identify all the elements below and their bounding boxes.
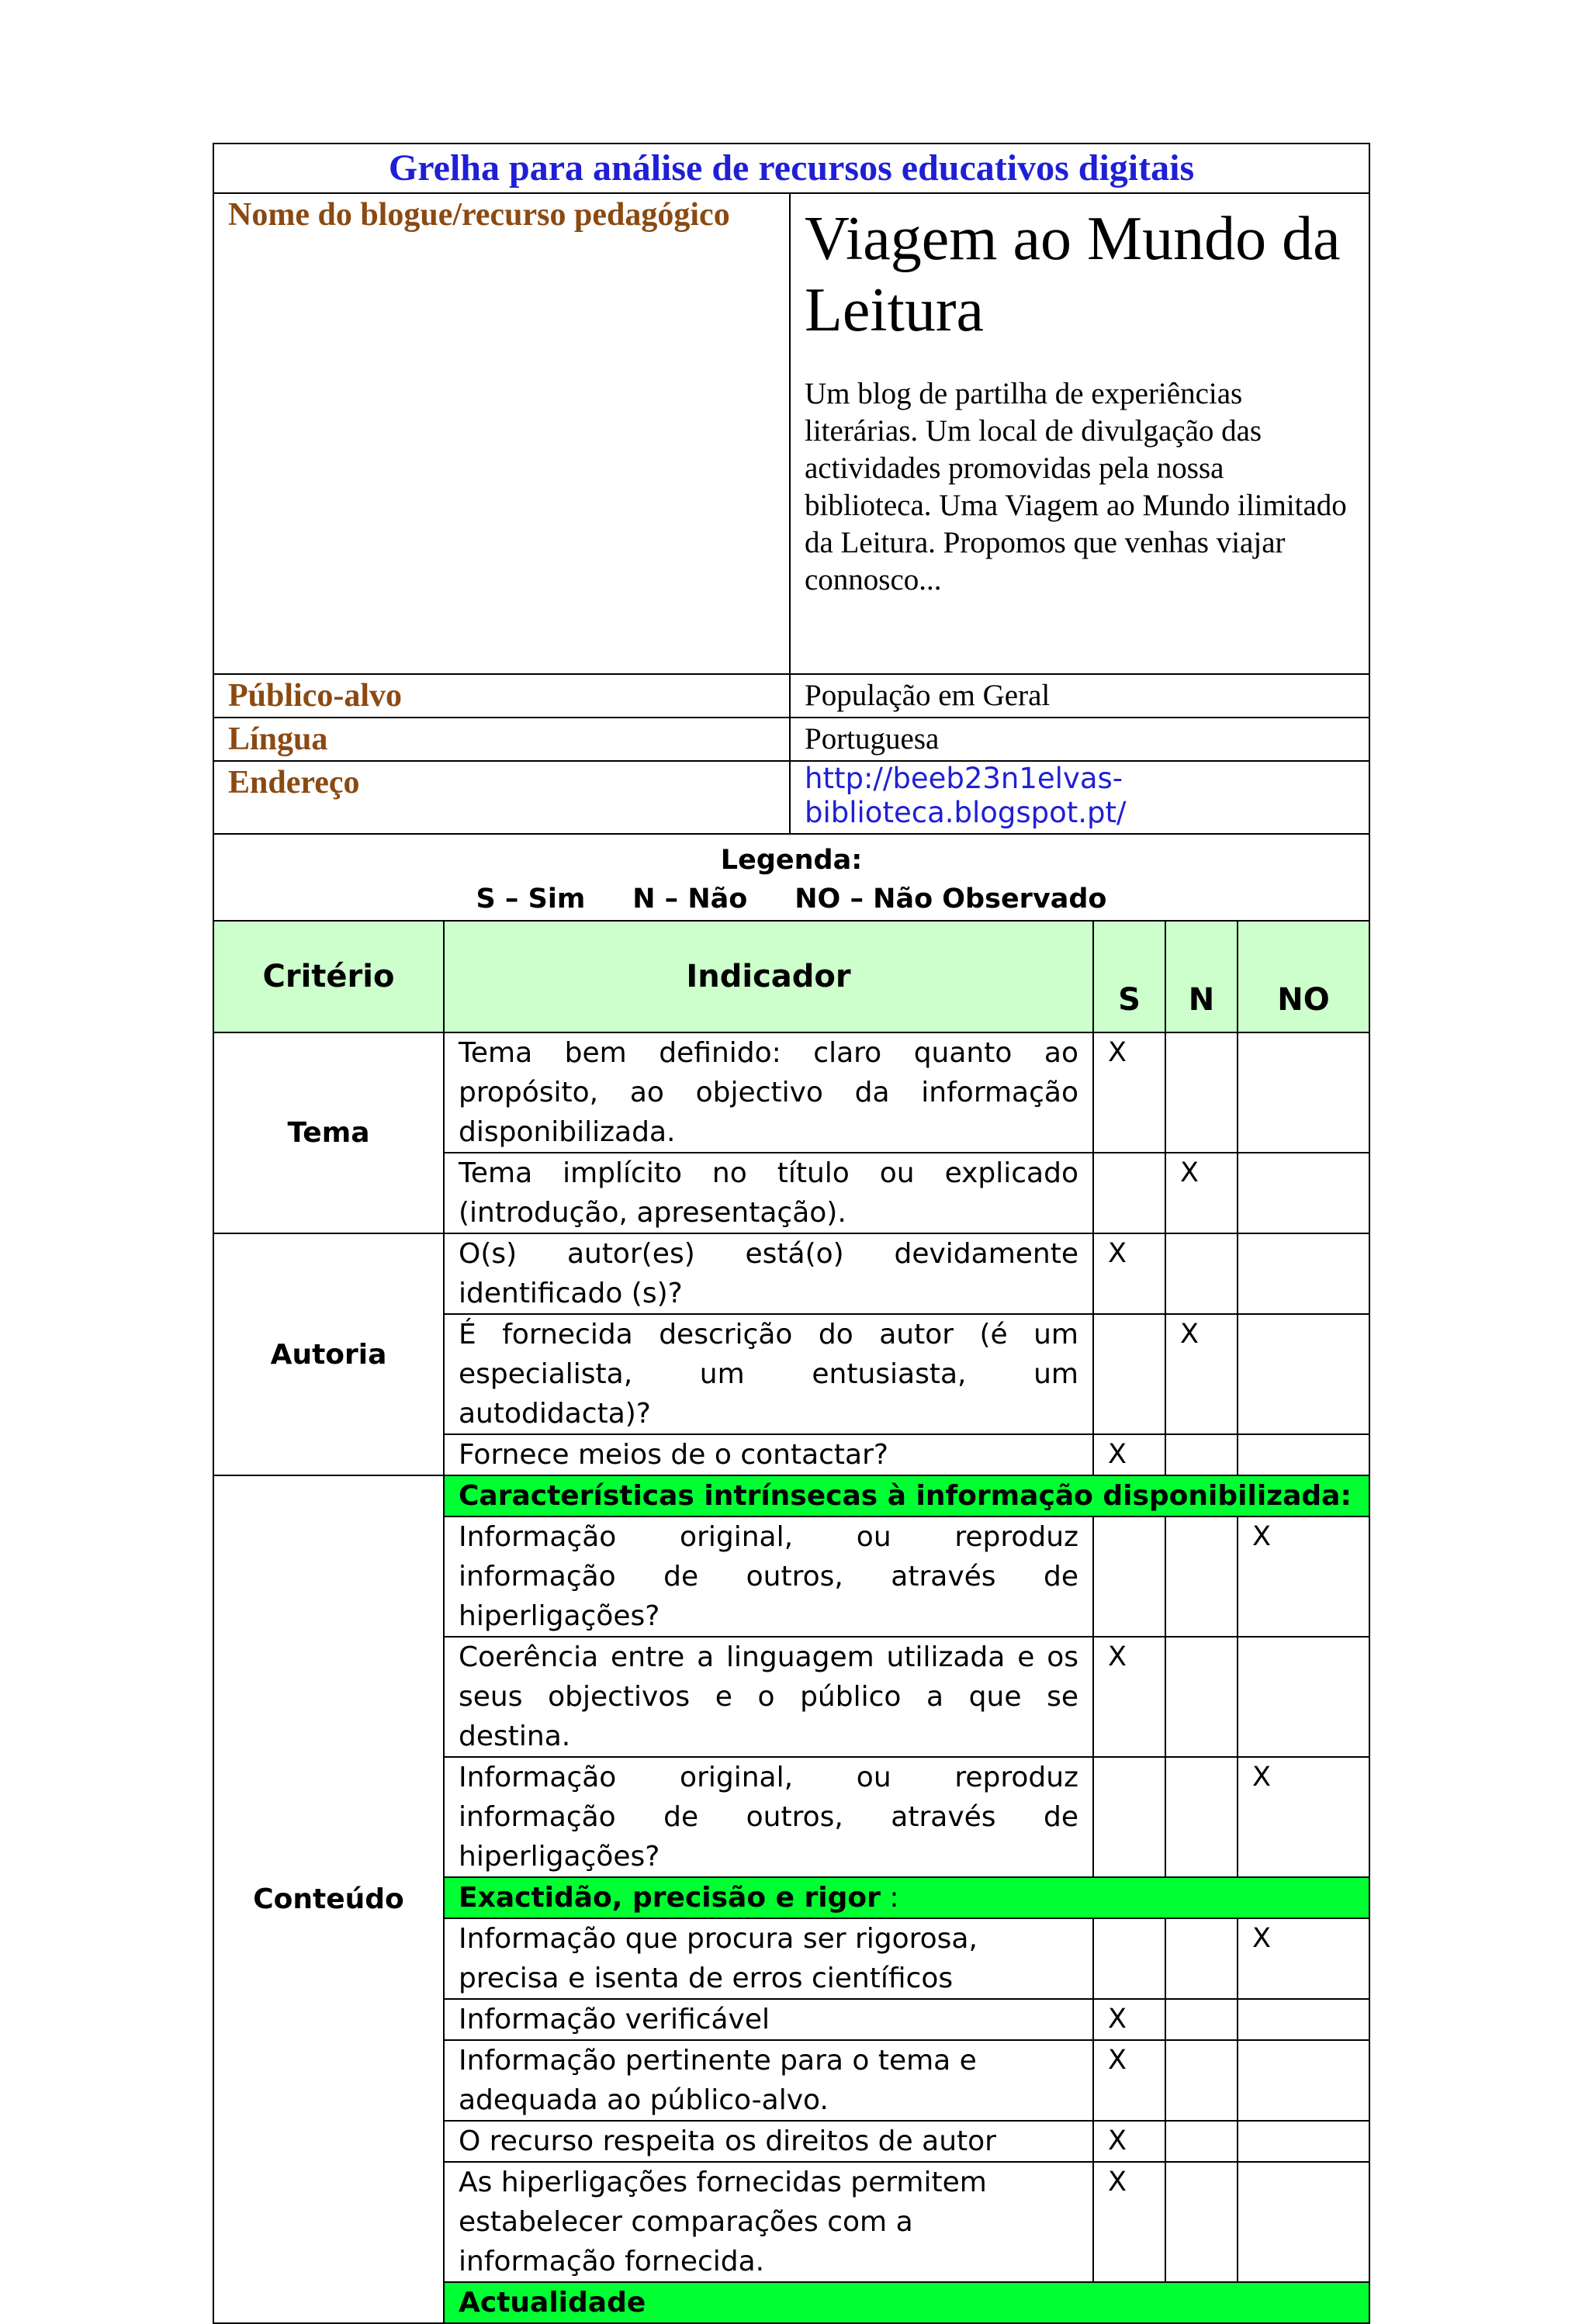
group-heading-currency: Actualidade [444, 2282, 1369, 2323]
indicator-cell: Informação verificável [444, 1999, 1093, 2040]
indicator-cell: Tema implícito no título ou explicado (introdução, apresentação). [444, 1153, 1093, 1233]
header-no: NO [1238, 921, 1369, 1032]
header-n: N [1165, 921, 1238, 1032]
mark-s: X [1093, 2040, 1165, 2121]
mark-s [1093, 1918, 1165, 1999]
mark-n [1165, 1434, 1238, 1475]
legend-line: S – Sim N – Não NO – Não Observado [476, 884, 1107, 915]
header-s: S [1093, 921, 1165, 1032]
mark-n [1165, 1999, 1238, 2040]
mark-no: X [1238, 1918, 1369, 1999]
address-link-line1: http://beeb23n1elvas- [805, 762, 1123, 795]
mark-s [1093, 1314, 1165, 1434]
indicator-cell: Coerência entre a linguagem utilizada e os seus objectivos e o público a que se destina. [444, 1637, 1093, 1757]
header-indicator: Indicador [444, 921, 1093, 1032]
mark-s: X [1093, 1637, 1165, 1757]
mark-no [1238, 1233, 1369, 1314]
indicator-cell: Informação que procura ser rigorosa, precisa e isenta de erros científicos [444, 1918, 1093, 1999]
group-heading-accuracy-text: Exactidão, precisão e rigor [459, 1882, 881, 1914]
resource-info-table [213, 143, 1370, 922]
criterion-autoria: Autoria [213, 1233, 444, 1475]
group-row [213, 1475, 1369, 1516]
table-row [213, 1233, 1369, 1314]
blog-description: Um blog de partilha de experiências literárias. Um local de divulgação das actividades promovidas pela nossa biblioteca. Uma Viagem ao Mundo ilimitado da Leitura. Propomos que venhas viajar connosco... [805, 377, 1347, 597]
mark-n [1165, 1757, 1238, 1877]
indicator-cell: Informação pertinente para o tema e adequada ao público-alvo. [444, 2040, 1093, 2121]
language-label: Língua [213, 718, 790, 761]
mark-s: X [1093, 1434, 1165, 1475]
resource-name-label: Nome do blogue/recurso pedagógico [213, 193, 790, 674]
indicator-cell: O recurso respeita os direitos de autor [444, 2121, 1093, 2162]
mark-no [1238, 1637, 1369, 1757]
indicator-cell: Informação original, ou reproduz informação de outros, através de hiperligações? [444, 1757, 1093, 1877]
mark-n [1165, 1233, 1238, 1314]
indicator-cell: Informação original, ou reproduz informação de outros, através de hiperligações? [444, 1516, 1093, 1637]
mark-n: X [1165, 1314, 1238, 1434]
audience-value: População em Geral [790, 674, 1369, 718]
mark-s: X [1093, 2162, 1165, 2282]
legend [213, 834, 1369, 921]
address-label: Endereço [213, 761, 790, 834]
mark-no [1238, 1434, 1369, 1475]
mark-n [1165, 1918, 1238, 1999]
mark-s: X [1093, 1032, 1165, 1153]
mark-n [1165, 2040, 1238, 2121]
mark-no: X [1238, 1516, 1369, 1637]
mark-n [1165, 1637, 1238, 1757]
mark-n [1165, 1516, 1238, 1637]
criterion-conteudo: Conteúdo [213, 1475, 444, 2323]
blog-name: Viagem ao Mundo da Leitura [805, 205, 1341, 344]
mark-no: X [1238, 1757, 1369, 1877]
criterion-tema: Tema [213, 1032, 444, 1233]
mark-s: X [1093, 2121, 1165, 2162]
mark-no [1238, 1999, 1369, 2040]
indicator-cell: É fornecida descrição do autor (é um especialista, um entusiasta, um autodidacta)? [444, 1314, 1093, 1434]
legend-title: Legenda: [720, 845, 863, 876]
header-criterion: Critério [213, 921, 444, 1032]
group-heading-accuracy-colon: : [880, 1882, 899, 1914]
mark-no [1238, 1032, 1369, 1153]
audience-label: Público-alvo [213, 674, 790, 718]
mark-s [1093, 1757, 1165, 1877]
page-title: Grelha para análise de recursos educativos digitais [213, 144, 1369, 193]
mark-no [1238, 2121, 1369, 2162]
indicator-cell: Fornece meios de o contactar? [444, 1434, 1093, 1475]
address-cell [790, 761, 1369, 834]
group-heading-intrinsic: Características intrínsecas à informação disponibilizada: [444, 1475, 1369, 1516]
indicator-cell: Tema bem definido: claro quanto ao propósito, ao objectivo da informação disponibilizada. [444, 1032, 1093, 1153]
mark-s [1093, 1153, 1165, 1233]
mark-n [1165, 2162, 1238, 2282]
criteria-table [213, 920, 1370, 2324]
address-link-line2: biblioteca.blogspot.pt/ [805, 796, 1127, 829]
evaluation-sheet [213, 143, 1369, 2324]
address-link[interactable] [805, 762, 1127, 829]
mark-n: X [1165, 1153, 1238, 1233]
language-value: Portuguesa [790, 718, 1369, 761]
mark-no [1238, 2162, 1369, 2282]
mark-no [1238, 1153, 1369, 1233]
indicator-cell: O(s) autor(es) está(o) devidamente identificado (s)? [444, 1233, 1093, 1314]
mark-s: X [1093, 1999, 1165, 2040]
mark-s: X [1093, 1233, 1165, 1314]
indicator-cell: As hiperligações fornecidas permitem estabelecer comparações com a informação fornecida. [444, 2162, 1093, 2282]
mark-no [1238, 1314, 1369, 1434]
mark-n [1165, 2121, 1238, 2162]
mark-no [1238, 2040, 1369, 2121]
table-row [213, 1032, 1369, 1153]
mark-s [1093, 1516, 1165, 1637]
mark-n [1165, 1032, 1238, 1153]
resource-name-cell [790, 193, 1369, 674]
group-heading-accuracy [444, 1877, 1369, 1918]
